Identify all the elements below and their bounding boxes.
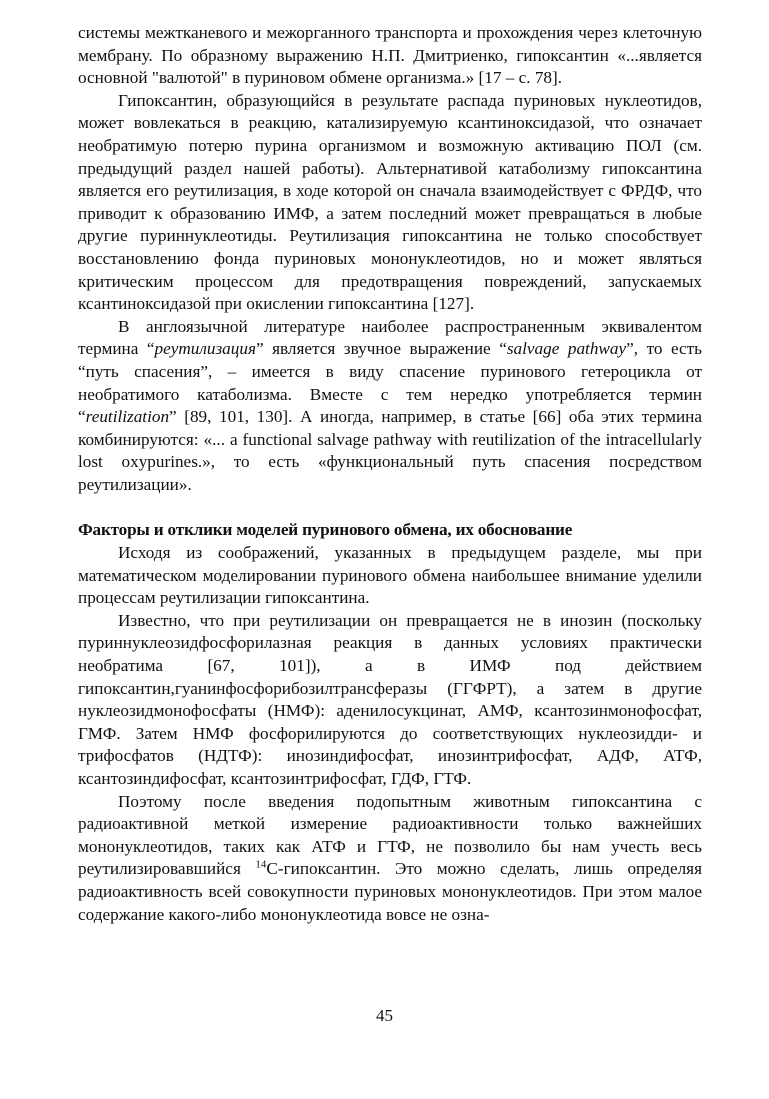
paragraph-3-text: ” является звучное выражение “ [255,339,507,359]
paragraph-3-text: ”, то есть “путь спасения”, – имеется в виду спасение пуринового гетероцикла от необратимого катаболизма. Вместе с тем нередко употребляется термин “ [78,339,703,427]
section-paragraph-1: Исходя из соображений, указанных в предыдущем разделе, мы при математическом моделировании пуринового обмена наибольшее внимание уделили процессам реутилизации гипоксантина. [78,543,702,608]
paragraph-text: Поэтому после введения подопытным животным гипоксантина с радиоактивной меткой измерение радиоактивности только важнейших мононуклеотидов, таких как АТФ и ГТФ, не позволило бы нам учесть весь реутилизировавшийся [78,791,702,879]
section-paragraph-3 [78,791,702,927]
term-reutilization-ru: реутилизация [154,339,256,359]
paragraph-3-text: ” [89, 101, 130]. А иногда, например, в статье [66] оба этих термина комбинируются: «... a functional salvage pathway with reutilization of the intracellularly lost oxypurines.», то есть «функциональный путь спасения посредством реутилизации». [78,407,702,494]
paragraph-3-text: В англоязычной литературе наиболее распространенным эквивалентом термина “ [78,316,702,359]
section-heading: Факторы и отклики моделей пуринового обмена, их обоснование [78,520,573,540]
page-number: 45 [376,1006,393,1025]
page-body [78,22,702,926]
section-paragraph-2: Известно, что при реутилизации он превращается не в инозин (поскольку пуриннуклеозидфосфорилазная реакция в данных условиях практически необратима [67, 101]), а в ИМФ под действием гипоксантин,гуанинфосфорибозилтрансферазы (ГГФРТ), а затем в другие нуклеозидмонофосфаты (НМФ): аденилосукцинат, АМФ, ксантозинмонофосфат, ГМФ. Затем НМФ фосфорилируются до соответствующих нуклеозидди- и трифосфатов (НДТФ): инозиндифосфат, инозинтрифосфат, АДФ, АТФ, ксантозиндифосфат, ксантозинтрифосфат, ГДФ, ГТФ. [78,610,702,788]
term-reutilization-en: reutilization [85,407,170,427]
paragraph-3 [78,316,702,497]
paragraph-1: системы межтканевого и межорганного транспорта и прохождения через клеточную мембрану. По образному выражению Н.П. Дмитриенко, гипоксантин «...является основной "валютой" в пуриновом обмене организма.» [17 – с. 78]. [78,23,702,88]
isotope-superscript: 14 [255,858,267,871]
paragraph-2: Гипоксантин, образующийся в результате распада пуриновых нуклеотидов, может вовлекаться в реакцию, катализируемую ксантиноксидазой, что означает необратимую потерю пурина организмом и возможную активацию ПОЛ (см. предыдущий раздел нашей работы). Альтернативой катаболизму гипоксантина является его реутилизация, в ходе которой он сначала взаимодействует с ФРДФ, что приводит к образованию ИМФ, а затем последний может превращаться в любые другие пуриннуклеотиды. Реутилизация гипоксантина не только способствует восстановлению фонда пуриновых мононуклеотидов, но и может являться критическим процессом для предотвращения повреждений, запускаемых ксантиноксидазой при окислении гипоксантина [127]. [78,90,702,314]
paragraph-text: С-гипоксантин. Это можно сделать, лишь определяя радиоактивность всей совокупности пуриновых мононуклеотидов. При этом малое содержание какого-либо мононуклеотида вовсе не озна- [78,859,702,924]
term-salvage-pathway: salvage pathway [506,339,627,359]
